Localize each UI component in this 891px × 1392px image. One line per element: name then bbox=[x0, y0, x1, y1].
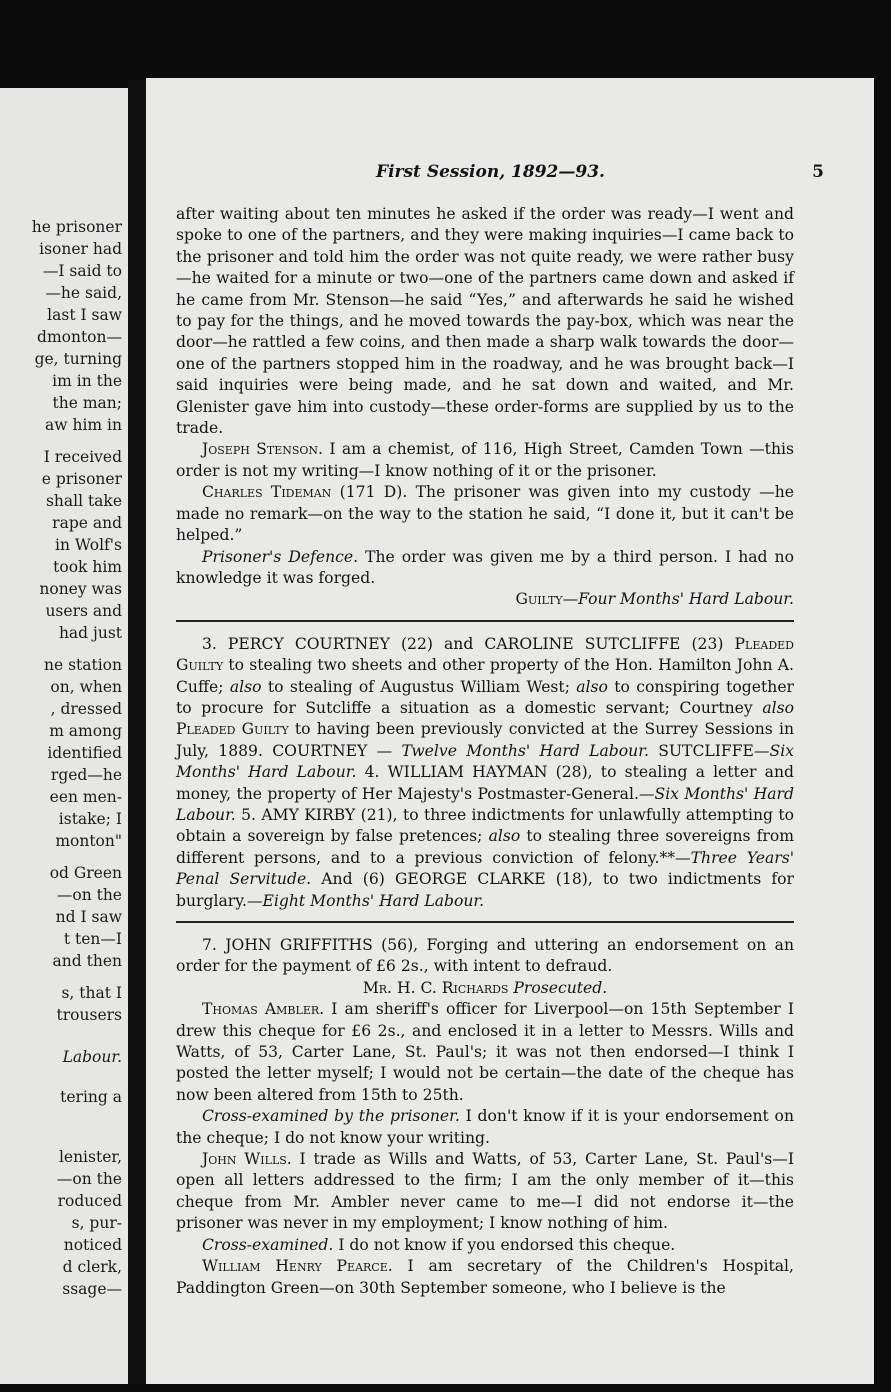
case-heading: 3. PERCY COURTNEY (22) and CAROLINE SUTCLIFFE (23) bbox=[202, 634, 724, 653]
running-header bbox=[146, 162, 874, 186]
charge-text: 4. WILLIAM HAYMAN (28), to stealing a letter and money, the property of Her Majesty's Postmaster-General. bbox=[176, 763, 794, 803]
left-fragment-line: he prisoner bbox=[31, 218, 122, 236]
left-fragment-line: ne station bbox=[43, 656, 122, 674]
testimony-text: I am a chemist, of 116, High Street, Camden Town —this order is not my writing—I know nothing of it or the prisoner. bbox=[176, 440, 794, 480]
testimony-text: I am secretary of the Children's Hospital, Paddington Green—on 30th September someone, who I believe is the bbox=[176, 1257, 795, 1297]
left-fragment-line: im in the bbox=[52, 372, 122, 390]
left-fragment-line: dmonton— bbox=[37, 328, 122, 346]
case-heading-7: 7. JOHN GRIFFITHS (56), Forging and uttering an endorsement on an order for the payment of £6 2s., with intent to defraud. bbox=[176, 936, 794, 976]
left-fragment-line: monton" bbox=[55, 832, 122, 850]
prosecuted-word: Prosecuted. bbox=[508, 978, 608, 997]
left-fragment-line: shall take bbox=[45, 492, 122, 510]
left-fragment-line: isoner had bbox=[39, 240, 122, 258]
left-fragment-line: aw him in bbox=[45, 416, 122, 434]
left-fragment-line: d clerk, bbox=[62, 1258, 122, 1276]
witness-name: Charles Tideman bbox=[202, 483, 332, 502]
witness-name: John Wills. bbox=[202, 1150, 292, 1169]
verdict-line bbox=[176, 589, 794, 610]
left-fragment-line: —on the bbox=[56, 1170, 122, 1188]
left-fragment-line: rged—he bbox=[50, 766, 122, 784]
left-fragment-line: in Wolf's bbox=[55, 536, 122, 554]
left-fragment-line: —on the bbox=[56, 886, 122, 904]
testimony-wills bbox=[176, 1149, 794, 1235]
cross-examination bbox=[176, 1235, 794, 1256]
left-fragment-line: , dressed bbox=[50, 700, 122, 718]
session-title: First Session, 1892—93. bbox=[376, 162, 605, 182]
charge-text: 5. AMY KIRBY (21), to three indictments for unlawfully attempting to obtain a sovereign by false pretences; bbox=[176, 805, 794, 846]
sentence: — Twelve Months' Hard Labour. bbox=[376, 741, 649, 760]
charge-text: to stealing two sheets and other property of the Hon. Hamilton John A. Cuffe; bbox=[176, 656, 794, 696]
also-word: also bbox=[576, 677, 608, 696]
testimony-tideman bbox=[176, 482, 794, 546]
left-fragment-line: identified bbox=[47, 744, 122, 762]
left-fragment-line: nd I saw bbox=[55, 908, 122, 926]
testimony-pearce bbox=[176, 1256, 794, 1299]
prisoner-defence bbox=[176, 547, 794, 590]
testimony-text: I trade as Wills and Watts, of 53, Carter Lane, St. Paul's—I open all letters addressed to the firm; I am the only member of it—this cheque from Mr. Ambler never came to me—I did not endorse it—the prisoner was never in my employment; I know nothing of him. bbox=[176, 1150, 794, 1233]
witness-name: William Henry Pearce. bbox=[202, 1257, 393, 1276]
sentence: —Three Years' Penal Servitude. bbox=[176, 848, 794, 889]
cross-label: Cross-examined by the prisoner. bbox=[202, 1107, 460, 1126]
charge-text: to having been previously convicted at the Surrey Sessions in July, 1889. COURTNEY bbox=[176, 720, 794, 760]
charge-text: And (6) GEORGE CLARKE (18), to two indictments for burglary. bbox=[176, 870, 794, 910]
left-fragment-line: e prisoner bbox=[41, 470, 122, 488]
section-divider bbox=[176, 921, 794, 923]
cross-label: Cross-examined. bbox=[202, 1235, 334, 1254]
defence-label: Prisoner's Defence. bbox=[202, 547, 359, 566]
prosecutor-name: Mr. H. C. Richards bbox=[362, 978, 509, 997]
left-fragment-line: roduced bbox=[57, 1192, 122, 1210]
section-divider bbox=[176, 620, 794, 622]
also-word: also bbox=[762, 698, 794, 717]
body-text bbox=[176, 204, 794, 1299]
scan-border bbox=[0, 1384, 891, 1392]
left-fragment-line: Labour. bbox=[62, 1048, 122, 1066]
left-fragment-line: trousers bbox=[56, 1006, 122, 1024]
left-fragment-line: t ten—I bbox=[63, 930, 122, 948]
book-gutter bbox=[128, 80, 146, 1384]
witness-name: Thomas Ambler. bbox=[202, 1000, 325, 1019]
left-fragment-line: od Green bbox=[49, 864, 122, 882]
left-fragment-line: —I said to bbox=[42, 262, 122, 280]
plea: Pleaded Guilty bbox=[176, 634, 794, 675]
testimony-continued: after waiting about ten minutes he asked if the order was ready—I went and spoke to one of the partners, and they were making inquiries—I came back to the prisoner and told him the order was not quite ready, we were rather busy—he waited for a minute or two—one of the partners came down and asked if he came from Mr. Stenson—he said “Yes,” and afterwards he said he wished to pay for the things, and he moved towards the pay-box, which was near the door—he rattled a few coins, and then made a sharp walk towards the door—one of the partners stopped him in the roadway, and he was brought back—I said inquiries were being made, and he sat down and waited, and Mr. Glenister gave him into custody—these order-forms are supplied by us to the trade. bbox=[176, 205, 794, 438]
left-fragment-line: tering a bbox=[60, 1088, 122, 1106]
police-badge: (171 D). bbox=[331, 483, 408, 502]
left-fragment-line: rape and bbox=[52, 514, 122, 532]
right-page bbox=[146, 78, 874, 1384]
left-fragment-line: noney was bbox=[39, 580, 122, 598]
testimony-ambler bbox=[176, 999, 794, 1106]
left-fragment-line: and then bbox=[52, 952, 122, 970]
sentence: —Four Months' Hard Labour. bbox=[562, 590, 794, 609]
left-fragment-line: —he said, bbox=[45, 284, 122, 302]
left-page-fragment bbox=[0, 88, 128, 1384]
left-fragment-line: I received bbox=[43, 448, 122, 466]
testimony-text: I am sheriff's officer for Liverpool—on 15th September I drew this cheque for £6 2s., and enclosed it in a letter to Messrs. Wills and Watts, of 53, Carter Lane, St. Paul's; it was not then endorsed—I think I posted the letter myself; I would not be certain—the date of the cheque has now been altered from 15th to 25th. bbox=[176, 1000, 794, 1104]
sentence: —Eight Months' Hard Labour. bbox=[246, 891, 485, 910]
charge-text: to stealing three sovereigns from different persons, and to a previous conviction of felony.** bbox=[176, 827, 795, 867]
defence-text: The order was given me by a third person. I had no knowledge it was forged. bbox=[176, 547, 794, 587]
left-fragment-line: lenister, bbox=[58, 1148, 122, 1166]
also-word: also bbox=[488, 827, 521, 846]
verdict-word: Guilty bbox=[515, 590, 563, 609]
witness-name: Joseph Stenson. bbox=[202, 440, 323, 459]
left-fragment-line: noticed bbox=[63, 1236, 122, 1254]
left-fragment-line: ssage— bbox=[62, 1280, 122, 1298]
prosecutor-line bbox=[176, 978, 794, 999]
testimony-text: The prisoner was given into my custody —he made no remark—on the way to the station he said, “I done it, but it can't be helped.” bbox=[176, 483, 794, 545]
left-fragment-line: took him bbox=[53, 558, 122, 576]
left-fragment-line: users and bbox=[45, 602, 122, 620]
left-fragment-line: ge, turning bbox=[34, 350, 122, 368]
testimony-stenson bbox=[176, 439, 794, 482]
left-fragment-line: s, that I bbox=[61, 984, 122, 1002]
testimony-text: I don't know if it is your endorsement on the cheque; I do not know your writing. bbox=[176, 1107, 794, 1147]
also-word: also bbox=[229, 677, 262, 696]
page-number: 5 bbox=[812, 162, 824, 182]
left-fragment-line: s, pur- bbox=[71, 1214, 122, 1232]
left-fragment-line: the man; bbox=[52, 394, 122, 412]
sentence: —Six Months' Hard Labour. bbox=[176, 741, 794, 782]
left-fragment-line: last I saw bbox=[47, 306, 122, 324]
left-fragment-line: istake; I bbox=[58, 810, 122, 828]
defendant-name: SUTCLIFFE bbox=[648, 741, 754, 760]
charge-text: to conspiring together to procure for Sutcliffe a situation as a domestic servant; Courtney bbox=[176, 677, 794, 717]
cross-examination bbox=[176, 1106, 794, 1149]
charge-text: to stealing of Augustus William West; bbox=[261, 677, 577, 696]
left-fragment-line: een men- bbox=[49, 788, 122, 806]
case-block-3-6 bbox=[176, 634, 794, 912]
sentence: —Six Months' Hard Labour. bbox=[176, 784, 794, 824]
left-fragment-line: m among bbox=[49, 722, 122, 740]
left-fragment-line: had just bbox=[58, 624, 122, 642]
plea: Pleaded Guilty bbox=[176, 720, 289, 739]
testimony-text: I do not know if you endorsed this cheque. bbox=[333, 1235, 676, 1254]
left-fragment-line: on, when bbox=[50, 678, 122, 696]
